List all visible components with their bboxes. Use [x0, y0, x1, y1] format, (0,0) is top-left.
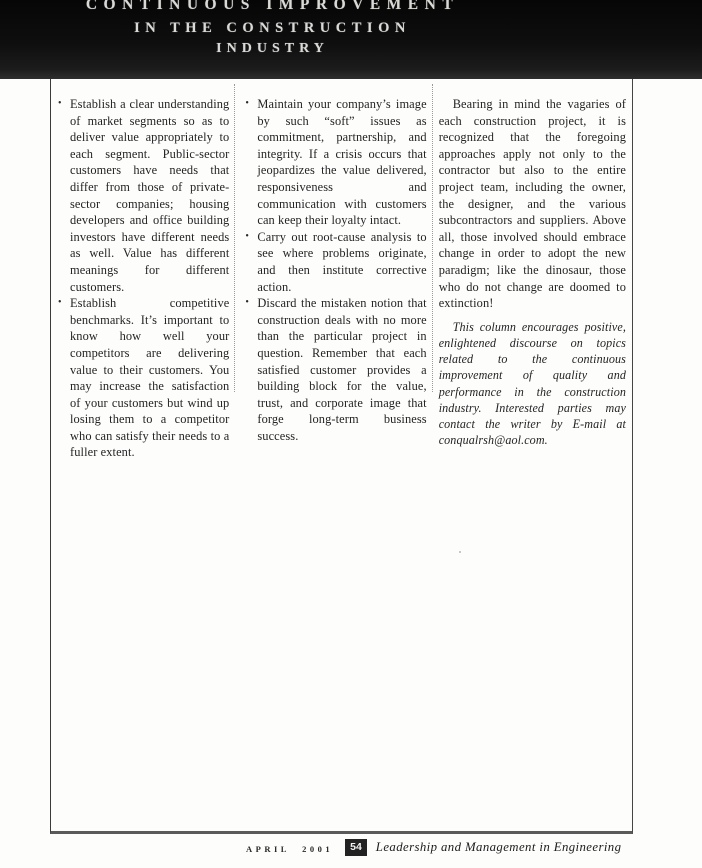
article-columns [51, 79, 632, 831]
bullet-text: Establish a clear understanding of market segments so as to deliver value appropriately to each segment. Public-sector customers have needs that differ from those of private-sector companies; housing developers and office building investors have different needs as well. Value has different meanings for different customers. [70, 97, 230, 294]
article-title-line-1: CONTINUOUS IMPROVEMENT [85, 0, 460, 13]
bullet-text: Establish competitive benchmarks. It’s important to know how well your competitors are delivering value to their customers. You may increase the satisfaction of your customers but wind up losing them to a competitor who can satisfy their needs to a fuller extent. [70, 296, 230, 460]
page-number-badge: 54 [345, 839, 367, 856]
page-footer [246, 839, 621, 856]
bullet-icon: • [245, 98, 249, 109]
bullet-text: Carry out root-cause analysis to see where problems originate, and then institute corrective action. [257, 229, 427, 294]
article-title-line-2: IN THE CONSTRUCTION [134, 20, 411, 36]
article-title-line-3: INDUSTRY [216, 41, 329, 56]
bullet-item [244, 229, 426, 295]
bullet-list-2 [244, 96, 426, 444]
bullet-item [57, 96, 229, 295]
scan-artifact-speck [459, 551, 461, 553]
bullet-item [57, 295, 229, 461]
column-divider-2 [432, 84, 433, 392]
article-title-block [0, 0, 545, 79]
closing-paragraph: Bearing in mind the vagaries of each construction project, it is recognized that the foregoing approaches apply not only to the contractor but also to the entire project team, including the owner, the designer, and the various subcontractors and suppliers. Above all, those involved should embrace change in order to adopt the new paradigm; like the dinosaur, those who do not change are doomed to extinction! [438, 97, 626, 311]
article-title-banner [0, 0, 702, 79]
bullet-text: Maintain your company’s image by such “soft” issues as commitment, partnership, and integrity. If a crisis occurs that jeopardizes the value delivered, responsiveness and communication with customers can keep their loyalty intact. [257, 97, 427, 228]
article-column-1 [51, 79, 233, 831]
bullet-list-1 [57, 96, 229, 461]
bullet-icon: • [245, 297, 249, 309]
journal-title: Leadership and Management in Engineering [375, 840, 622, 854]
bullet-icon: • [245, 230, 249, 242]
issue-date: APRIL 2001 [246, 844, 334, 854]
editor-note-paragraph: This column encourages positive, enlightened discourse on topics related to the continuous improvement of quality and performance in the construction industry. Interested parties may contact the writer by E-mail at conqualrsh@aol.com. [438, 319, 626, 448]
column-divider-1 [234, 84, 235, 392]
bullet-icon: • [58, 98, 62, 109]
bullet-icon: • [58, 297, 62, 309]
bullet-item [244, 295, 426, 444]
bullet-item [244, 96, 426, 229]
bullet-text: Discard the mistaken notion that construction deals with no more than the particular project in question. Remember that each satisfied customer provides a building block for the value, trust, and corporate image that forge long-term business success. [257, 296, 427, 443]
article-column-2 [233, 79, 430, 831]
article-column-3 [431, 79, 632, 831]
article-body-box [50, 79, 633, 834]
